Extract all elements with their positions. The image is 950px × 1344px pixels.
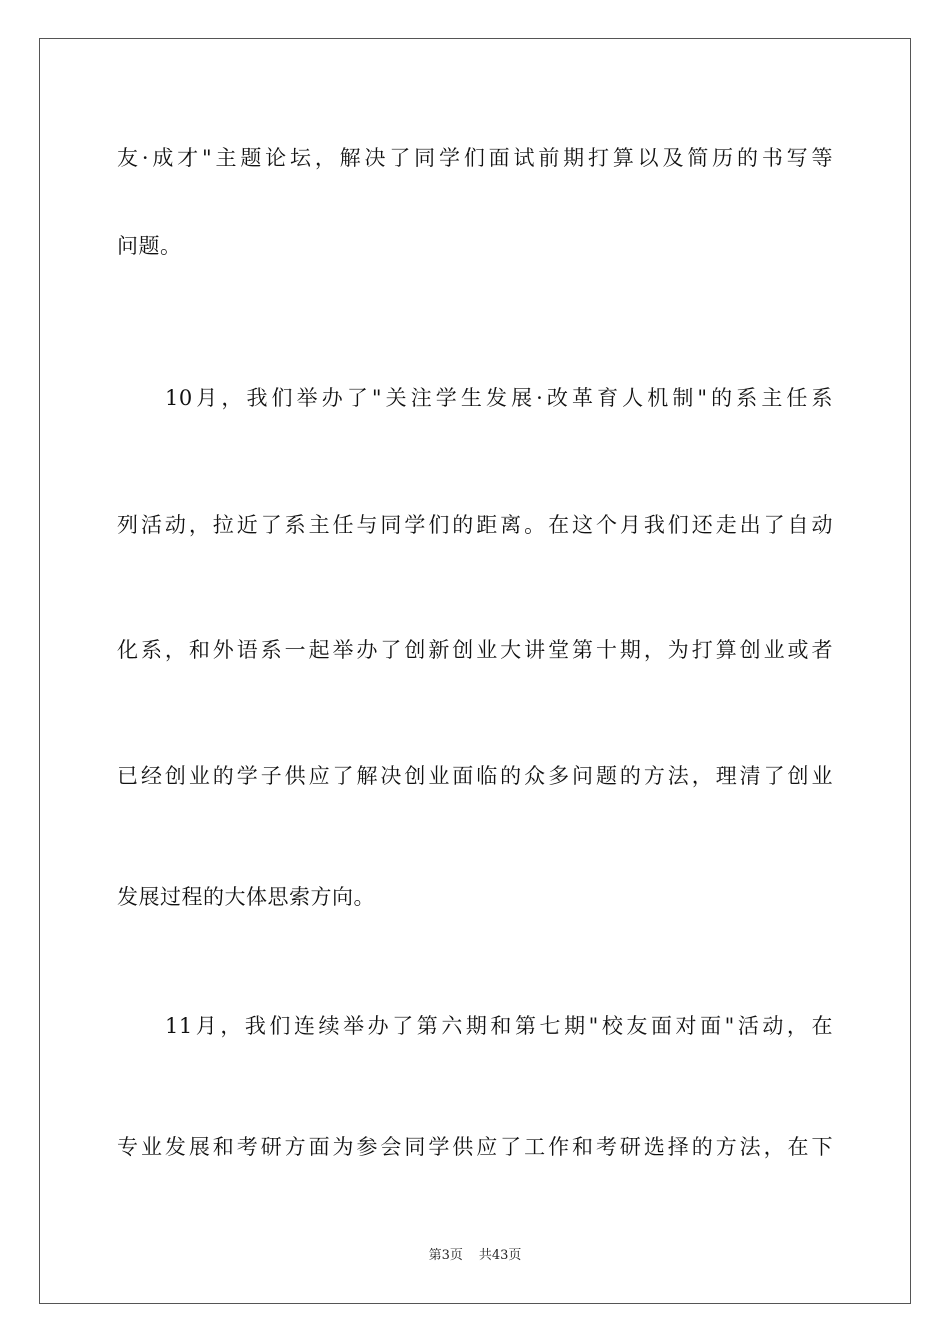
paragraph-line: 专业发展和考研方面为参会同学供应了工作和考研选择的方法，在下	[117, 1135, 833, 1159]
paragraph-line: 11月，我们连续举办了第六期和第七期"校友面对面"活动，在	[165, 1014, 833, 1038]
paragraph-line: 列活动，拉近了系主任与同学们的距离。在这个月我们还走出了自动	[117, 513, 833, 537]
paragraph-line: 已经创业的学子供应了解决创业面临的众多问题的方法，理清了创业	[117, 764, 833, 788]
paragraph-line: 问题。	[117, 234, 182, 258]
total-pages: 共43页	[478, 1248, 522, 1263]
page-number: 第3页	[428, 1248, 463, 1263]
paragraph-line: 10月，我们举办了"关注学生发展·改革育人机制"的系主任系	[165, 386, 833, 410]
page-border	[39, 38, 911, 1304]
page-footer	[0, 1247, 950, 1265]
paragraph-line: 友·成才"主题论坛，解决了同学们面试前期打算以及简历的书写等	[117, 146, 833, 170]
paragraph-line: 化系，和外语系一起举办了创新创业大讲堂第十期，为打算创业或者	[117, 638, 833, 662]
paragraph-line: 发展过程的大体思索方向。	[117, 885, 375, 909]
